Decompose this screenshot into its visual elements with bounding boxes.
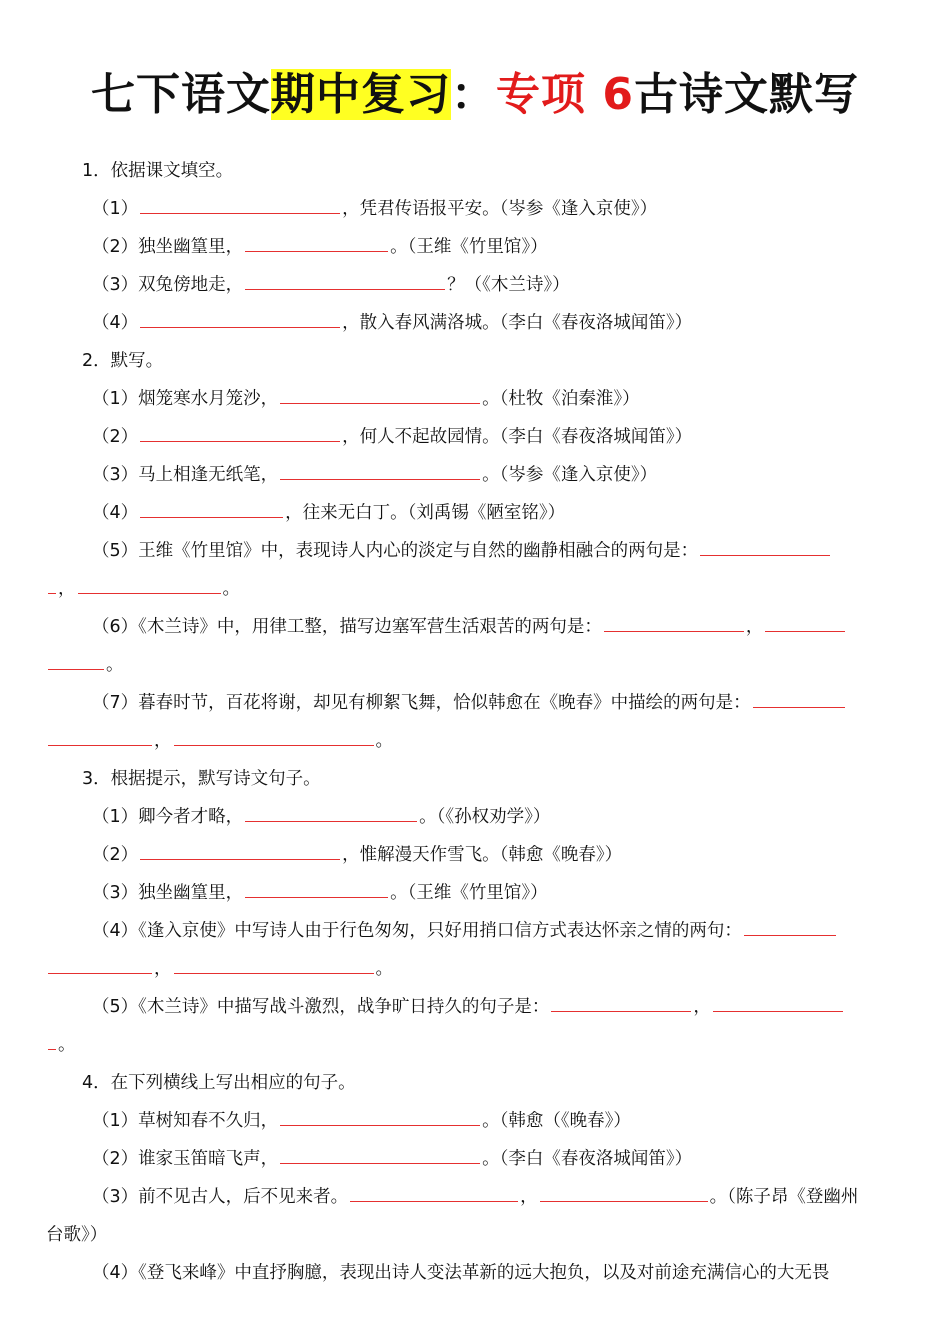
question-text: ，散入春风满洛城。（李白《春夜洛城闻笛》） (342, 313, 693, 333)
question-number: （1） (92, 199, 139, 219)
answer-blank[interactable] (174, 958, 374, 974)
question-text: 烟笼寒水月笼沙， (138, 389, 279, 409)
s2-q1 (92, 388, 640, 410)
answer-blank[interactable] (753, 692, 845, 708)
s2-q5-cont (46, 578, 240, 600)
s4-q4 (92, 1262, 829, 1284)
question-source: 。（岑参《逢入京使》） (482, 465, 658, 485)
question-number: （5） (92, 997, 139, 1017)
answer-blank[interactable] (700, 540, 830, 556)
answer-blank[interactable] (140, 502, 283, 518)
s1-q2 (92, 236, 548, 258)
question-number: （2） (92, 845, 139, 865)
s3-q4-cont (46, 958, 393, 980)
answer-blank[interactable] (744, 920, 836, 936)
question-source: 。（王维《竹里馆》） (390, 237, 548, 257)
answer-blank[interactable] (48, 654, 104, 670)
question-text: 《逢入京使》中写诗人由于行色匆匆，只好用捎口信方式表达怀亲之情的两句： (138, 921, 742, 941)
period: 。 (222, 579, 240, 599)
question-source: 台歌》） (46, 1225, 108, 1245)
question-text: 独坐幽篁里， (138, 237, 244, 257)
title-colon: ： (451, 69, 497, 120)
s2-q6 (92, 616, 847, 638)
question-text: 马上相逢无纸笔， (138, 465, 279, 485)
question-text: 王维《竹里馆》中，表现诗人内心的淡定与自然的幽静相融合的两句是： (138, 541, 699, 561)
comma: ， (154, 959, 172, 979)
section-2-heading: 2．默写。 (82, 351, 164, 371)
answer-blank[interactable] (280, 1148, 480, 1164)
question-text: 前不见古人，后不见来者。 (138, 1187, 349, 1207)
question-number: （5） (92, 541, 139, 561)
answer-blank[interactable] (48, 578, 56, 594)
question-number: （3） (92, 1187, 139, 1207)
answer-blank[interactable] (78, 578, 221, 594)
question-number: （1） (92, 1111, 139, 1131)
question-source: 。（杜牧《泊秦淮》） (482, 389, 640, 409)
title-highlight: 期中复习 (271, 69, 452, 120)
s2-q2 (92, 426, 692, 448)
question-number: （4） (92, 503, 139, 523)
answer-blank[interactable] (140, 312, 340, 328)
answer-blank[interactable] (245, 274, 445, 290)
question-number: （4） (92, 1263, 139, 1283)
question-number: （2） (92, 237, 139, 257)
s2-q7 (92, 692, 847, 714)
question-source: 。（陈子昂《登幽州 (709, 1187, 859, 1207)
s2-q5 (92, 540, 832, 562)
s3-q2 (92, 844, 622, 866)
period: 。 (58, 1035, 76, 1055)
s4-q2 (92, 1148, 692, 1170)
question-text: 《木兰诗》中描写战斗激烈，战争旷日持久的句子是： (138, 997, 550, 1017)
question-text: 《木兰诗》中，用律工整，描写边塞军营生活艰苦的两句是： (138, 617, 602, 637)
s3-q3 (92, 882, 548, 904)
answer-blank[interactable] (48, 1034, 56, 1050)
s4-q3-cont (46, 1224, 107, 1246)
question-text: 双兔傍地走， (138, 275, 244, 295)
section-3-heading: 3．根据提示，默写诗文句子。 (82, 769, 321, 789)
answer-blank[interactable] (48, 730, 152, 746)
answer-blank[interactable] (245, 806, 417, 822)
s3-q4 (92, 920, 838, 942)
question-number: （6） (92, 617, 139, 637)
question-text: 卿今者才略， (138, 807, 244, 827)
title-topic-number: 专项 6 (496, 69, 634, 120)
section-4-heading: 4．在下列横线上写出相应的句子。 (82, 1073, 356, 1093)
comma: ， (693, 997, 711, 1017)
question-number: （4） (92, 921, 139, 941)
question-text: 草树知春不久归， (138, 1111, 279, 1131)
answer-blank[interactable] (140, 844, 340, 860)
answer-blank[interactable] (350, 1186, 518, 1202)
answer-blank[interactable] (280, 388, 480, 404)
question-source: 。（《孙权劝学》） (419, 807, 551, 827)
question-number: （3） (92, 275, 139, 295)
comma: ， (154, 731, 172, 751)
period: 。 (375, 731, 393, 751)
answer-blank[interactable] (540, 1186, 708, 1202)
question-number: （2） (92, 427, 139, 447)
question-text: ，凭君传语报平安。（岑参《逢入京使》） (342, 199, 658, 219)
question-number: （3） (92, 465, 139, 485)
question-text: ，何人不起故园情。（李白《春夜洛城闻笛》） (342, 427, 693, 447)
question-text: ，惟解漫天作雪飞。（韩愈《晚春》） (342, 845, 623, 865)
question-text: ，往来无白丁。（刘禹锡《陋室铭》） (285, 503, 566, 523)
question-text: 《登飞来峰》中直抒胸臆，表现出诗人变法革新的远大抱负，以及对前途充满信心的大无畏 (138, 1263, 830, 1283)
question-text: 谁家玉笛暗飞声， (138, 1149, 279, 1169)
title-topic: 古诗文默写 (633, 69, 859, 120)
period: 。 (106, 655, 124, 675)
comma: ， (520, 1187, 538, 1207)
question-source: 。（王维《竹里馆》） (390, 883, 548, 903)
question-number: （7） (92, 693, 139, 713)
comma: ， (745, 617, 764, 637)
question-text: 暮春时节，百花将谢，却见有柳絮飞舞，恰似韩愈在《晚春》中描绘的两句是： (138, 693, 751, 713)
question-number: （4） (92, 313, 139, 333)
answer-blank[interactable] (280, 464, 480, 480)
question-number: （2） (92, 1149, 139, 1169)
s1-q1 (92, 198, 657, 220)
period: 。 (375, 959, 393, 979)
question-number: （3） (92, 883, 139, 903)
answer-blank[interactable] (245, 236, 388, 252)
s4-q3 (92, 1186, 858, 1208)
s1-q3 (92, 274, 570, 296)
s2-q3 (92, 464, 657, 486)
s3-q1 (92, 806, 550, 828)
question-source: ？（《木兰诗》） (447, 275, 570, 295)
answer-blank[interactable] (174, 730, 374, 746)
s3-q5 (92, 996, 845, 1018)
answer-blank[interactable] (140, 198, 340, 214)
question-number: （1） (92, 389, 139, 409)
question-text: 独坐幽篁里， (138, 883, 244, 903)
s1-q4 (92, 312, 692, 334)
s2-q4 (92, 502, 565, 524)
page-title (0, 58, 950, 122)
title-part-1: 七下语文 (91, 69, 272, 120)
s2-q7-cont (46, 730, 393, 752)
answer-blank[interactable] (551, 996, 691, 1012)
answer-blank[interactable] (48, 958, 152, 974)
answer-blank[interactable] (140, 426, 340, 442)
answer-blank[interactable] (713, 996, 843, 1012)
question-source: 。（韩愈（《晚春》） (482, 1111, 631, 1131)
question-number: （1） (92, 807, 139, 827)
answer-blank[interactable] (245, 882, 388, 898)
answer-blank[interactable] (604, 616, 744, 632)
section-1-heading: 1．依据课文填空。 (82, 161, 234, 181)
s3-q5-cont (46, 1034, 76, 1056)
answer-blank[interactable] (280, 1110, 480, 1126)
question-source: 。（李白《春夜洛城闻笛》） (482, 1149, 693, 1169)
comma: ， (58, 579, 76, 599)
s2-q6-cont (46, 654, 124, 676)
answer-blank[interactable] (765, 616, 845, 632)
s4-q1 (92, 1110, 631, 1132)
